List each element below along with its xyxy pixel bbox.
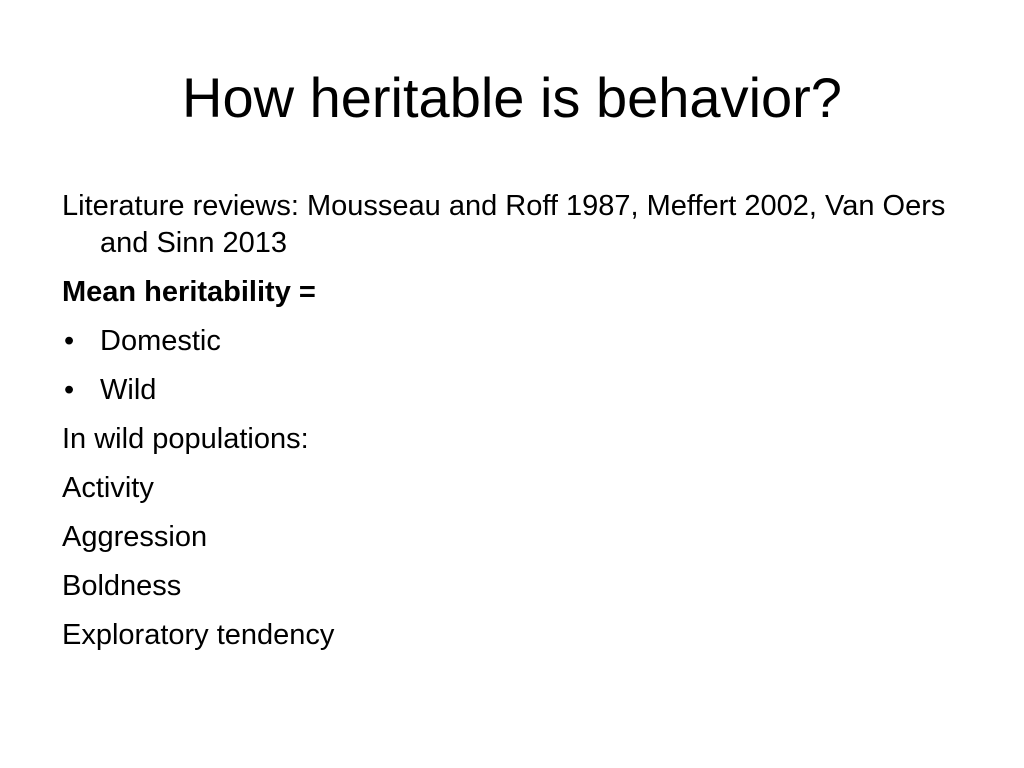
bullet-icon: • (64, 374, 75, 406)
wild-populations-heading: In wild populations: (62, 423, 309, 455)
bullet-domestic (62, 323, 982, 360)
bullet-icon: • (64, 325, 75, 357)
slide-title: How heritable is behavior? (182, 66, 842, 129)
literature-references: Literature reviews: Mousseau and Roff 1987, Meffert 2002, Van Oers and Sinn 2013 (62, 190, 946, 259)
bullet-label: Wild (100, 374, 157, 406)
trait-boldness: Boldness (62, 570, 182, 602)
slide-body (62, 188, 982, 666)
trait-aggression: Aggression (62, 521, 208, 553)
mean-heritability-heading: Mean heritability = (62, 276, 316, 308)
trait-exploratory-tendency: Exploratory tendency (62, 619, 335, 651)
bullet-wild (62, 372, 982, 409)
trait-activity: Activity (62, 472, 154, 504)
bullet-label: Domestic (100, 325, 221, 357)
